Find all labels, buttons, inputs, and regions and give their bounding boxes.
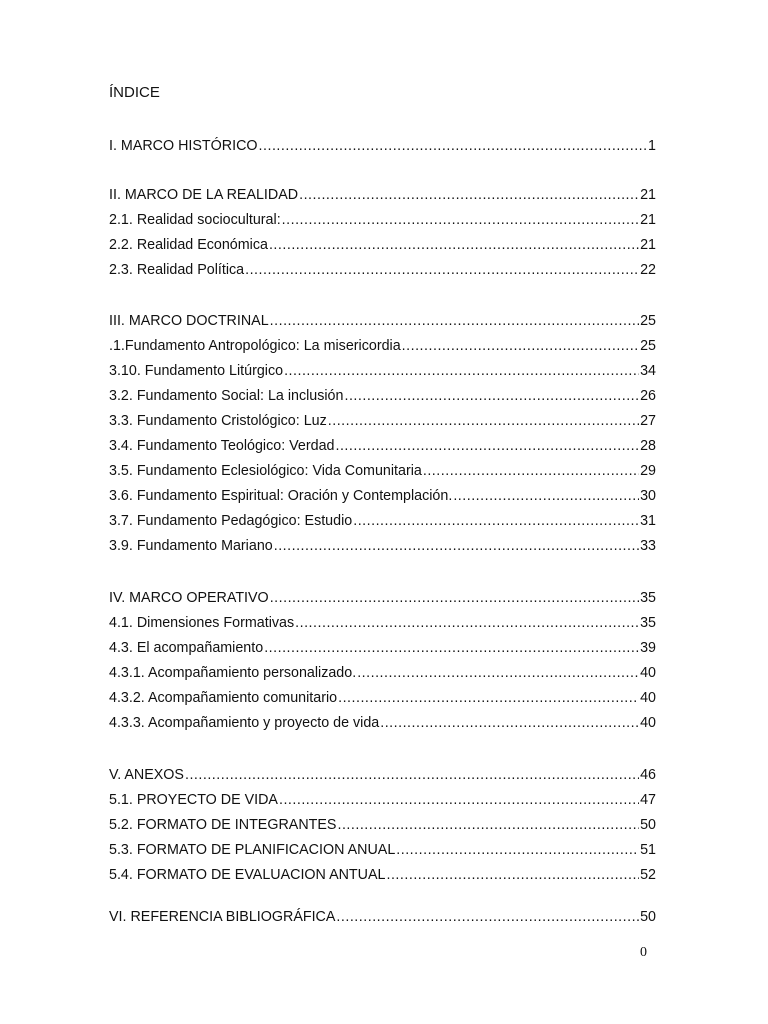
- toc-entry-page: 33: [640, 538, 656, 554]
- toc-entry: [109, 588, 656, 608]
- toc-entry-label: 4.3.2. Acompañamiento comunitario: [109, 690, 338, 706]
- toc-entry-label: .1.Fundamento Antropológico: La misericordia: [109, 338, 401, 354]
- toc-entry-page: 46: [640, 767, 656, 783]
- toc-dot-leader: [279, 790, 639, 810]
- toc-entry: [109, 613, 656, 633]
- toc-dot-leader: [380, 713, 639, 733]
- table-of-contents: [109, 0, 656, 1024]
- toc-entry-page: 25: [640, 338, 656, 354]
- toc-entry-label: 5.4. FORMATO DE EVALUACION ANTUAL: [109, 867, 386, 883]
- toc-entry-page: 40: [640, 665, 656, 681]
- toc-dot-leader: [259, 136, 648, 156]
- toc-entry-page: 51: [640, 842, 656, 858]
- toc-entry: [109, 461, 656, 481]
- toc-entry-page: 40: [640, 715, 656, 731]
- toc-entry-page: 35: [640, 590, 656, 606]
- toc-dot-leader: [337, 815, 639, 835]
- toc-entry-page: 39: [640, 640, 656, 656]
- toc-dot-leader: [269, 235, 639, 255]
- toc-entry: [109, 638, 656, 658]
- toc-entry: [109, 511, 656, 531]
- toc-entry: [109, 361, 656, 381]
- toc-entry: [109, 713, 656, 733]
- toc-entry-page: 30: [640, 488, 656, 504]
- toc-dot-leader: [270, 311, 639, 331]
- toc-entry-page: 50: [640, 817, 656, 833]
- toc-entry: [109, 411, 656, 431]
- toc-dot-leader: [357, 663, 639, 683]
- toc-entry: [109, 336, 656, 356]
- toc-dot-leader: [185, 765, 639, 785]
- toc-entry: [109, 185, 656, 205]
- toc-entry-label: VI. REFERENCIA BIBLIOGRÁFICA: [109, 909, 336, 925]
- toc-dot-leader: [386, 865, 639, 885]
- toc-entry-page: 27: [640, 413, 656, 429]
- toc-entry: [109, 907, 656, 927]
- toc-entry-page: 28: [640, 438, 656, 454]
- toc-entry-label: 3.7. Fundamento Pedagógico: Estudio: [109, 513, 353, 529]
- toc-entry-label: 3.6. Fundamento Espiritual: Oración y Contemplación.: [109, 488, 453, 504]
- toc-dot-leader: [295, 613, 639, 633]
- toc-dot-leader: [299, 185, 639, 205]
- toc-entry-label: 5.2. FORMATO DE INTEGRANTES: [109, 817, 337, 833]
- toc-dot-leader: [274, 536, 639, 556]
- toc-entry-label: 5.1. PROYECTO DE VIDA: [109, 792, 278, 808]
- toc-entry-label: 3.9. Fundamento Mariano: [109, 538, 273, 554]
- toc-entry: [109, 235, 656, 255]
- toc-entry: [109, 386, 656, 406]
- toc-dot-leader: [344, 386, 639, 406]
- toc-dot-leader: [423, 461, 639, 481]
- toc-entry-page: 34: [640, 363, 656, 379]
- toc-entry-label: II. MARCO DE LA REALIDAD: [109, 187, 299, 203]
- toc-entry-page: 52: [640, 867, 656, 883]
- toc-entry-label: IV. MARCO OPERATIVO: [109, 590, 269, 606]
- toc-entry: [109, 486, 656, 506]
- toc-title: ÍNDICE: [109, 84, 160, 101]
- toc-entry-label: 2.3. Realidad Política: [109, 262, 245, 278]
- toc-entry-label: 2.2. Realidad Económica: [109, 237, 268, 253]
- toc-entry-label: 3.4. Fundamento Teológico: Verdad: [109, 438, 335, 454]
- toc-entry-page: 29: [640, 463, 656, 479]
- toc-entry: [109, 865, 656, 885]
- toc-entry-label: 2.1. Realidad sociocultural:: [109, 212, 281, 228]
- toc-entry-label: V. ANEXOS: [109, 767, 184, 783]
- toc-entry-page: 22: [640, 262, 656, 278]
- toc-entry-label: I. MARCO HISTÓRICO: [109, 138, 258, 154]
- toc-dot-leader: [264, 638, 639, 658]
- toc-entry: [109, 311, 656, 331]
- toc-entry-page: 50: [640, 909, 656, 925]
- toc-entry-page: 1: [648, 138, 656, 154]
- toc-entry-page: 21: [640, 237, 656, 253]
- toc-entry: [109, 136, 656, 156]
- toc-dot-leader: [245, 260, 639, 280]
- toc-entry: [109, 790, 656, 810]
- toc-entry-page: 31: [640, 513, 656, 529]
- toc-entry-label: 5.3. FORMATO DE PLANIFICACION ANUAL: [109, 842, 396, 858]
- toc-dot-leader: [338, 688, 639, 708]
- toc-dot-leader: [284, 361, 639, 381]
- toc-entry: [109, 210, 656, 230]
- toc-dot-leader: [353, 511, 639, 531]
- toc-dot-leader: [328, 411, 639, 431]
- toc-entry: [109, 840, 656, 860]
- toc-entry-label: 4.3.1. Acompañamiento personalizado.: [109, 665, 357, 681]
- toc-entry-label: 3.2. Fundamento Social: La inclusión: [109, 388, 344, 404]
- toc-dot-leader: [402, 336, 639, 356]
- toc-entry-label: 4.3.3. Acompañamiento y proyecto de vida: [109, 715, 380, 731]
- toc-entry-page: 26: [640, 388, 656, 404]
- toc-entry: [109, 663, 656, 683]
- toc-entry: [109, 815, 656, 835]
- toc-entry-page: 25: [640, 313, 656, 329]
- toc-entry: [109, 536, 656, 556]
- toc-dot-leader: [336, 907, 639, 927]
- toc-entry-page: 40: [640, 690, 656, 706]
- toc-dot-leader: [453, 486, 639, 506]
- toc-entry-label: 3.3. Fundamento Cristológico: Luz: [109, 413, 327, 429]
- toc-dot-leader: [282, 210, 639, 230]
- toc-dot-leader: [335, 436, 639, 456]
- toc-entry: [109, 260, 656, 280]
- toc-entry-label: 3.10. Fundamento Litúrgico: [109, 363, 284, 379]
- page-number: 0: [640, 945, 647, 960]
- toc-entry-page: 47: [640, 792, 656, 808]
- toc-entry: [109, 436, 656, 456]
- toc-entry: [109, 765, 656, 785]
- toc-entry-label: 4.1. Dimensiones Formativas: [109, 615, 295, 631]
- toc-entry-label: 4.3. El acompañamiento: [109, 640, 264, 656]
- toc-entry-page: 21: [640, 187, 656, 203]
- toc-dot-leader: [270, 588, 639, 608]
- toc-entry-label: 3.5. Fundamento Eclesiológico: Vida Comunitaria: [109, 463, 422, 479]
- toc-dot-leader: [396, 840, 639, 860]
- toc-entry-page: 35: [640, 615, 656, 631]
- toc-entry-label: III. MARCO DOCTRINAL: [109, 313, 269, 329]
- toc-entry-page: 21: [640, 212, 656, 228]
- toc-entry: [109, 688, 656, 708]
